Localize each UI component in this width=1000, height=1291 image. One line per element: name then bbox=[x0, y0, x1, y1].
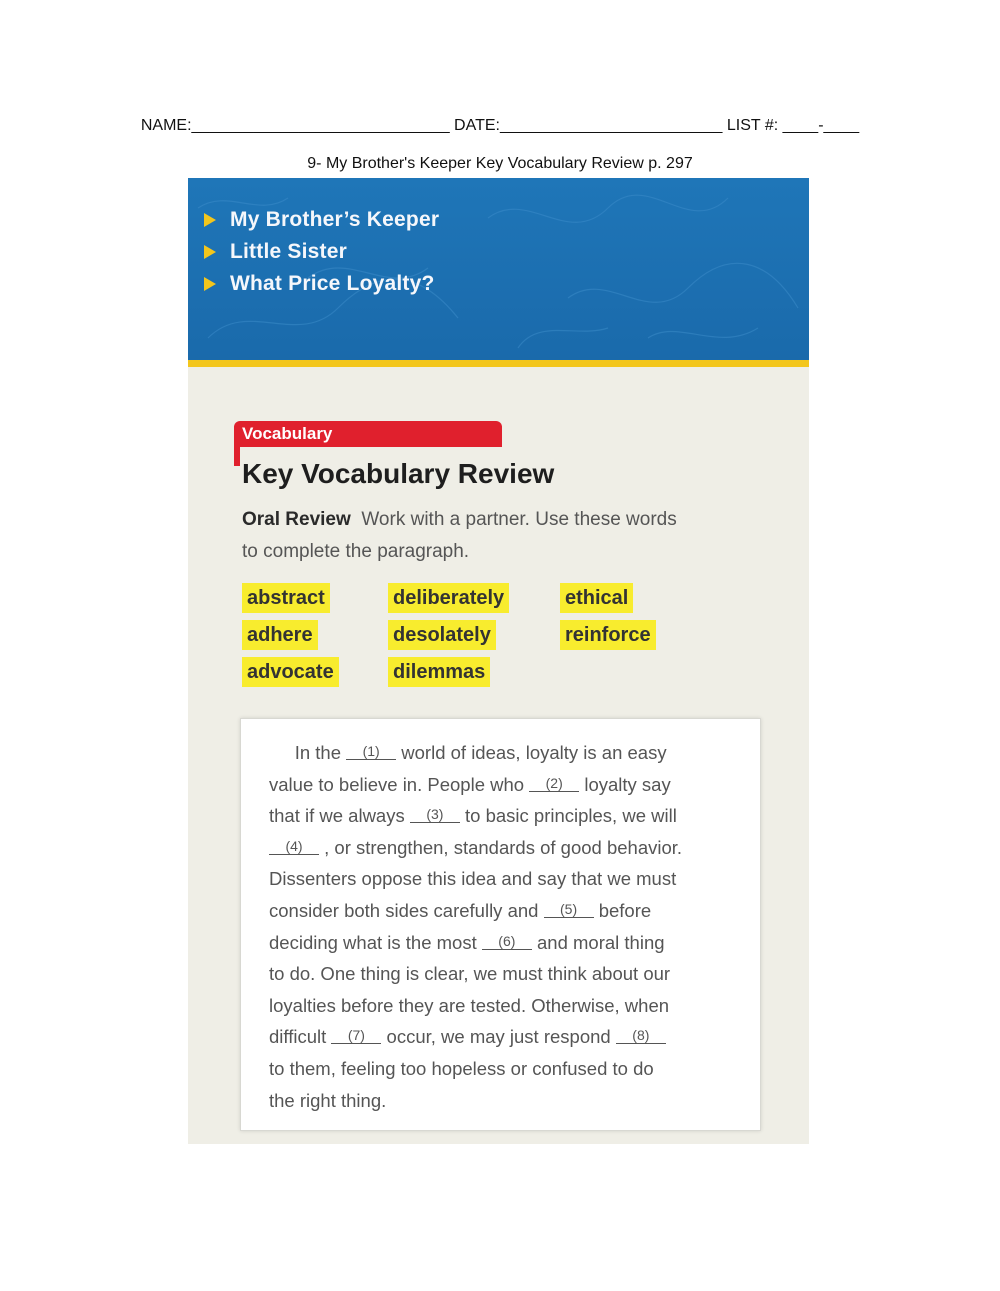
blank-2[interactable]: (2) bbox=[529, 775, 579, 792]
selection-item: Little Sister bbox=[204, 236, 439, 268]
blank-8[interactable]: (8) bbox=[616, 1027, 666, 1044]
vocab-word: reinforce bbox=[560, 620, 656, 650]
selection-item: My Brother’s Keeper bbox=[204, 204, 439, 236]
section-title: Key Vocabulary Review bbox=[242, 458, 555, 489]
cloze-paragraph: In the (1) world of ideas, loyalty is an easy value to believe in. People who (2) loyalty say that if we always (3) to basic principles, we will (4) , or strengthen, standards of good behavior. Dissenters oppose this idea and say that we must consider both sides carefully and (5) before deciding what is the most (6) and moral thing to do. One thing is clear, we must think about our loyalties before they are tested. Otherwise, when difficult (7) occur, we may just respond (8) to them, feeling too hopeless or confused to do the right thing. bbox=[269, 742, 683, 1111]
vocab-word: dilemmas bbox=[388, 657, 490, 687]
textbook-page-image bbox=[188, 178, 809, 1144]
triangle-bullet-icon bbox=[204, 277, 216, 291]
triangle-bullet-icon bbox=[204, 245, 216, 259]
selection-list bbox=[204, 204, 439, 300]
vocab-word: abstract bbox=[242, 583, 330, 613]
instructions: Oral Review Work with a partner. Use these words to complete the paragraph. bbox=[242, 509, 677, 562]
yellow-stripe bbox=[188, 360, 809, 367]
blank-4[interactable]: (4) bbox=[269, 838, 319, 855]
triangle-bullet-icon bbox=[204, 213, 216, 227]
vocab-word: deliberately bbox=[388, 583, 509, 613]
blank-3[interactable]: (3) bbox=[410, 806, 460, 823]
worksheet-header: NAME:_____________________________ DATE:_________________________ LIST #: ____-____ bbox=[140, 117, 860, 134]
vocabulary-tab-tail bbox=[234, 444, 240, 466]
vocabulary-tab: Vocabulary bbox=[234, 421, 502, 447]
paragraph-box bbox=[240, 718, 761, 1131]
blank-6[interactable]: (6) bbox=[482, 933, 532, 950]
vocab-word: desolately bbox=[388, 620, 496, 650]
vocab-word: ethical bbox=[560, 583, 633, 613]
selection-item: What Price Loyalty? bbox=[204, 268, 439, 300]
worksheet-title: 9- My Brother's Keeper Key Vocabulary Review p. 297 bbox=[307, 155, 693, 172]
vocab-word: adhere bbox=[242, 620, 318, 650]
blank-5[interactable]: (5) bbox=[544, 901, 594, 918]
vocab-word: advocate bbox=[242, 657, 339, 687]
blue-banner bbox=[188, 178, 809, 360]
blank-7[interactable]: (7) bbox=[331, 1027, 381, 1044]
blank-1[interactable]: (1) bbox=[346, 743, 396, 760]
